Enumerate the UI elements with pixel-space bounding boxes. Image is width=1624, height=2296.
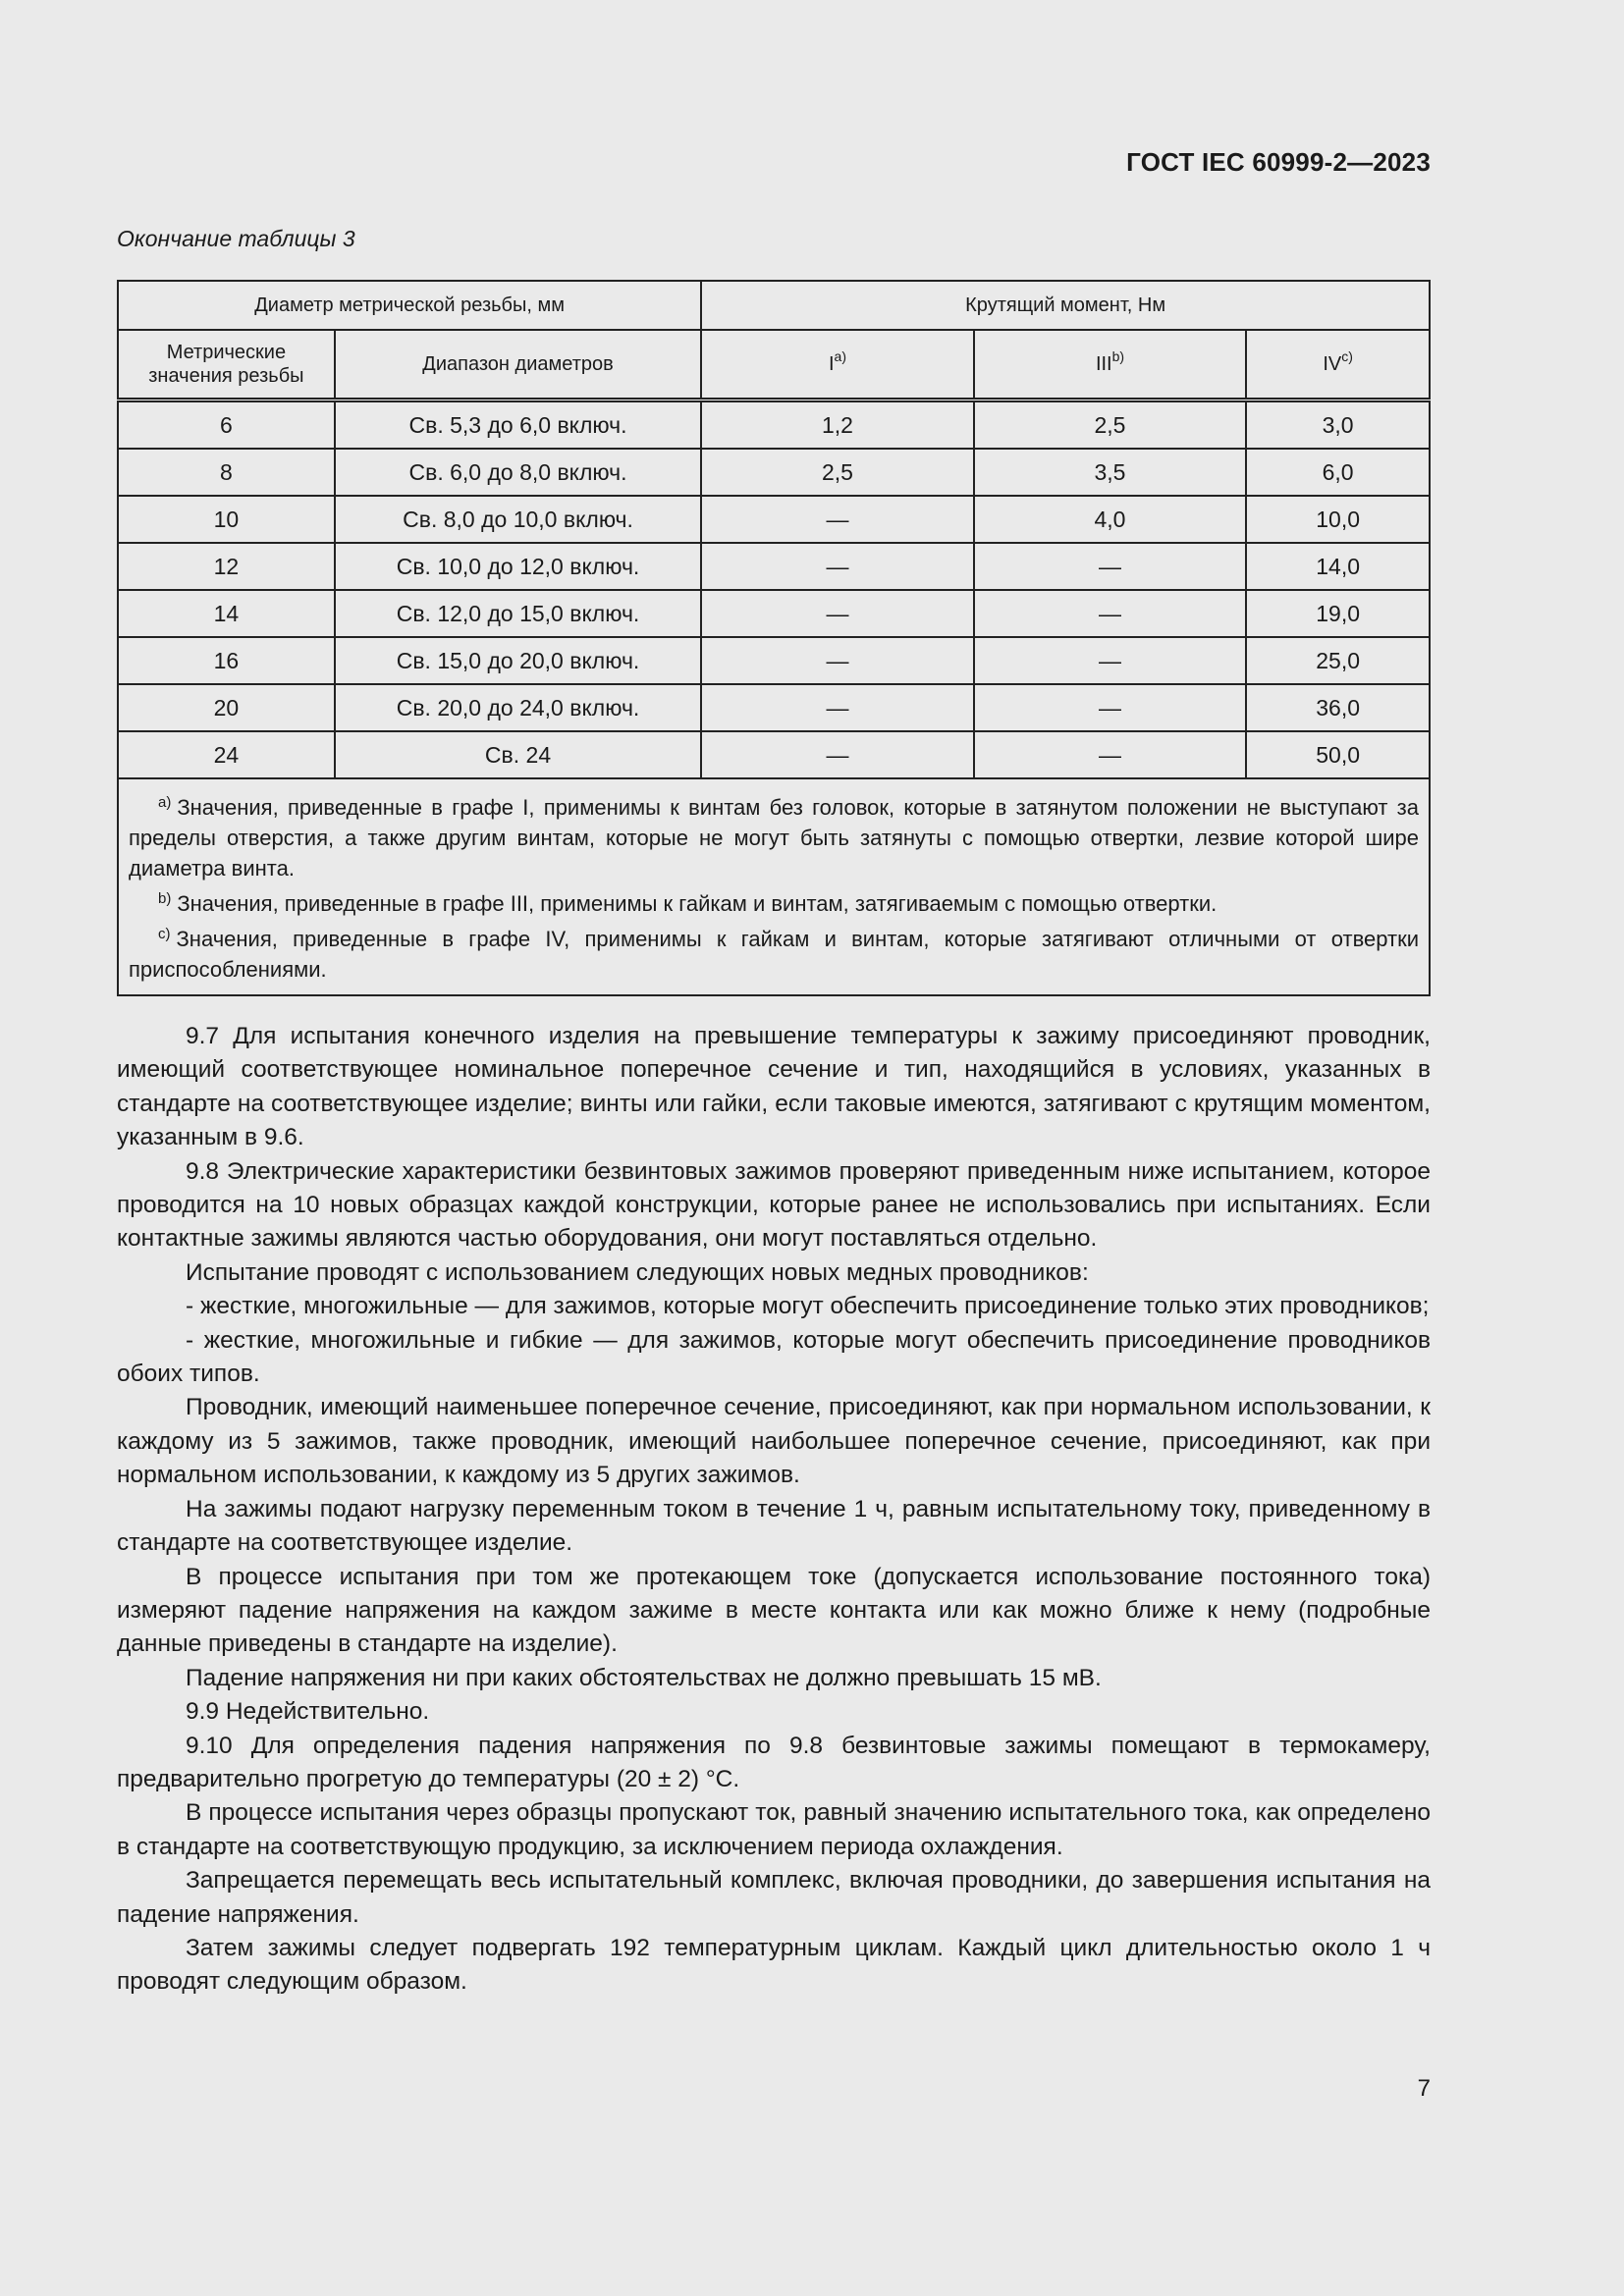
cell-torque-iii: 2,5: [974, 400, 1247, 450]
cell-torque-iii: —: [974, 637, 1247, 684]
table-group-header-row: [118, 281, 1430, 330]
table-row: [118, 590, 1430, 637]
cell-torque-iv: 36,0: [1246, 684, 1430, 731]
cell-metric: 16: [118, 637, 335, 684]
document-id-header: ГОСТ IEC 60999-2—2023: [1126, 147, 1431, 177]
cell-torque-i: —: [701, 684, 974, 731]
paragraph: Затем зажимы следует подвергать 192 температурным циклам. Каждый цикл длительностью около 1 ч проводят следующим образом.: [117, 1934, 1431, 1996]
cell-metric: 14: [118, 590, 335, 637]
table-notes-row: [118, 778, 1430, 995]
cell-torque-i: —: [701, 590, 974, 637]
table-note: [129, 883, 1419, 919]
body-text: [117, 1020, 1431, 2000]
cell-range: Св. 15,0 до 20,0 включ.: [335, 637, 701, 684]
table-row: [118, 731, 1430, 778]
paragraph: На зажимы подают нагрузку переменным током в течение 1 ч, равным испытательному току, приведенному в стандарте на соответствующее изделие.: [117, 1495, 1431, 1557]
cell-torque-i: —: [701, 731, 974, 778]
cell-torque-iv: 10,0: [1246, 496, 1430, 543]
column-header-metric: Метрические значения резьбы: [118, 330, 335, 400]
cell-torque-iv: 25,0: [1246, 637, 1430, 684]
cell-torque-iii: —: [974, 684, 1247, 731]
table-column-header-row: [118, 330, 1430, 400]
cell-range: Св. 24: [335, 731, 701, 778]
table-row: [118, 637, 1430, 684]
cell-torque-iv: 50,0: [1246, 731, 1430, 778]
cell-range: Св. 20,0 до 24,0 включ.: [335, 684, 701, 731]
page-number: 7: [1417, 2075, 1431, 2102]
cell-torque-i: —: [701, 496, 974, 543]
cell-metric: 20: [118, 684, 335, 731]
cell-range: Св. 8,0 до 10,0 включ.: [335, 496, 701, 543]
column-header-iv-note-mark: c): [1341, 348, 1353, 364]
list-item: - жесткие, многожильные и гибкие — для зажимов, которые могут обеспечить присоединение проводников обоих типов.: [117, 1326, 1431, 1388]
cell-torque-iv: 14,0: [1246, 543, 1430, 590]
table-note: [129, 787, 1419, 883]
cell-torque-iv: 6,0: [1246, 449, 1430, 496]
cell-torque-iii: 4,0: [974, 496, 1247, 543]
note-mark: a): [158, 794, 172, 811]
table-row: [118, 684, 1430, 731]
table-notes: [118, 778, 1430, 995]
torque-table: [117, 280, 1431, 996]
cell-torque-iv: 19,0: [1246, 590, 1430, 637]
table-caption: Окончание таблицы 3: [117, 226, 355, 251]
cell-metric: 6: [118, 400, 335, 450]
cell-torque-iii: 3,5: [974, 449, 1247, 496]
cell-torque-iii: —: [974, 731, 1247, 778]
paragraph-9-10: 9.10 Для определения падения напряжения по 9.8 безвинтовые зажимы помещают в термокамеру, предварительно прогретую до температуры (20 ± 2) °С.: [117, 1732, 1431, 1792]
group-header-torque: Крутящий момент, Нм: [701, 281, 1430, 330]
cell-range: Св. 5,3 до 6,0 включ.: [335, 400, 701, 450]
paragraph: Проводник, имеющий наименьшее поперечное сечение, присоединяют, как при нормальном использовании, к каждому из 5 зажимов, также проводник, имеющий наибольшее поперечное сечение, присоединяют, как при нормальном использовании, к каждому из 5 других зажимов.: [117, 1394, 1431, 1489]
table-row: [118, 496, 1430, 543]
cell-torque-iii: —: [974, 543, 1247, 590]
cell-range: Св. 10,0 до 12,0 включ.: [335, 543, 701, 590]
cell-metric: 12: [118, 543, 335, 590]
cell-range: Св. 6,0 до 8,0 включ.: [335, 449, 701, 496]
note-mark: c): [158, 926, 171, 942]
note-mark: b): [158, 890, 172, 907]
table-row: [118, 449, 1430, 496]
cell-metric: 24: [118, 731, 335, 778]
paragraph: Испытание проводят с использованием следующих новых медных проводников:: [186, 1258, 1089, 1286]
cell-torque-i: —: [701, 637, 974, 684]
cell-torque-iii: —: [974, 590, 1247, 637]
column-header-i-note-mark: a): [834, 348, 846, 364]
column-header-iii: [974, 330, 1247, 400]
paragraph: В процессе испытания при том же протекающем токе (допускается использование постоянного тока) измеряют падение напряжения на каждом зажиме в месте контакта или как можно ближе к нему (подробные данные приведены в стандарте на изделие).: [117, 1563, 1431, 1658]
table-row: [118, 543, 1430, 590]
note-text: Значения, приведенные в графе I, применимы к винтам без головок, которые в затянутом положении не выступают за пределы отверстия, а также другим винтам, которые не могут быть затянуты с помощью отвертки, лезвие которой шире диаметра винта.: [129, 795, 1419, 881]
group-header-thread-diameter: Диаметр метрической резьбы, мм: [118, 281, 701, 330]
cell-metric: 10: [118, 496, 335, 543]
cell-torque-i: —: [701, 543, 974, 590]
paragraph-9-7: 9.7 Для испытания конечного изделия на превышение температуры к зажиму присоединяют проводник, имеющий соответствующее номинальное поперечное сечение и тип, находящийся в условиях, указанных в стандарте на соответствующее изделие; винты или гайки, если таковые имеются, затягивают с крутящим моментом, указанным в 9.6.: [117, 1023, 1431, 1151]
cell-torque-i: 2,5: [701, 449, 974, 496]
note-text: Значения, приведенные в графе IV, применимы к гайкам и винтам, которые затягивают отличными от отвертки приспособлениями.: [129, 927, 1419, 982]
list-item: - жесткие, многожильные — для зажимов, которые могут обеспечить присоединение только этих проводников;: [186, 1293, 1430, 1320]
cell-range: Св. 12,0 до 15,0 включ.: [335, 590, 701, 637]
paragraph-9-8: 9.8 Электрические характеристики безвинтовых зажимов проверяют приведенным ниже испытанием, которое проводится на 10 новых образцах каждой конструкции, которые ранее не использовались при испытаниях. Если контактные зажимы являются частью оборудования, они могут поставляться отдельно.: [117, 1157, 1431, 1253]
note-text: Значения, приведенные в графе III, применимы к гайкам и винтам, затягиваемым с помощью отвертки.: [177, 891, 1218, 916]
column-header-iii-note-mark: b): [1111, 348, 1125, 364]
table-row: [118, 400, 1430, 450]
column-header-i: [701, 330, 974, 400]
paragraph-9-9: 9.9 Недействительно.: [186, 1698, 430, 1726]
column-header-i-label: I: [828, 353, 835, 375]
column-header-range: Диапазон диаметров: [335, 330, 701, 400]
paragraph: В процессе испытания через образцы пропускают ток, равный значению испытательного тока, как определено в стандарте на соответствующую продукцию, за исключением периода охлаждения.: [117, 1799, 1431, 1860]
cell-metric: 8: [118, 449, 335, 496]
paragraph: Запрещается перемещать весь испытательный комплекс, включая проводники, до завершения испытания на падение напряжения.: [117, 1867, 1431, 1928]
table-note: [129, 919, 1419, 985]
cell-torque-i: 1,2: [701, 400, 974, 450]
column-header-iv-label: IV: [1323, 353, 1342, 375]
column-header-iii-label: III: [1095, 353, 1112, 375]
cell-torque-iv: 3,0: [1246, 400, 1430, 450]
paragraph: Падение напряжения ни при каких обстоятельствах не должно превышать 15 мВ.: [186, 1664, 1102, 1691]
column-header-iv: [1246, 330, 1430, 400]
